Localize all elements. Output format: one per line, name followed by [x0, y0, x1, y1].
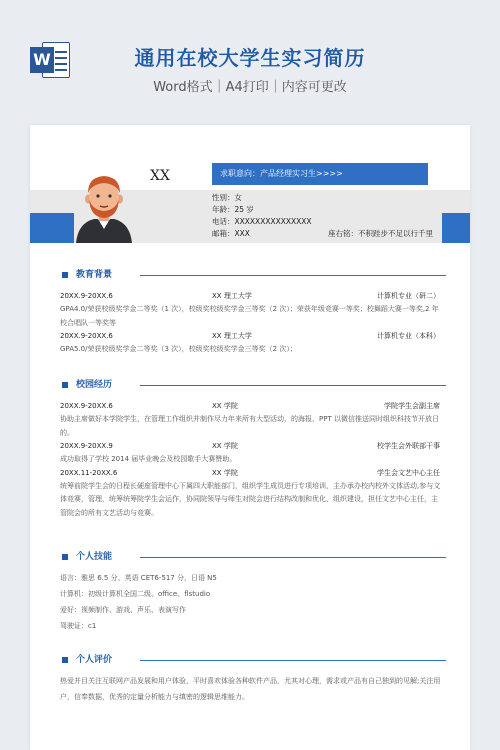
campus-section	[58, 378, 446, 520]
entry-role: 计算机专业（本科）	[377, 332, 440, 340]
skill-hobbies: 爱好：视频制作、游戏、声乐、表演写作	[60, 606, 186, 614]
entry-date: 20XX.9-20XX.6	[60, 292, 113, 300]
entry-org: XX 学院	[212, 402, 238, 410]
entry-role: 学生会文艺中心主任	[377, 468, 440, 477]
entry-role: 校学生会外联部干事	[377, 442, 440, 450]
section-bullet-icon	[62, 657, 68, 663]
info-motto: 座右铭：不积跬步不足以行千里	[328, 229, 433, 238]
section-bullet-icon	[62, 272, 68, 278]
section-header	[58, 268, 446, 282]
education-section	[58, 268, 446, 357]
section-header	[58, 653, 446, 667]
entry-description: 统筹前院学生会的日程长硬座管理中心下属四大职能部门，组织学生成员进行专项培训，主办承办校内校外文体活动,参与文体竞赛，管理，统筹统筹院学生会运作，协同院领导与师生对院会进行结构改制和优化，组织建设，担任文艺中心主任，主管院会的所有文艺活动与竞赛。	[60, 481, 441, 517]
campus-entry-1	[58, 400, 446, 413]
education-entry-2	[58, 330, 446, 343]
info-age: 年龄：25 岁	[212, 205, 254, 214]
resume-header	[30, 125, 470, 245]
entry-role: 计算机专业（研二）	[377, 292, 440, 300]
header-accent-left	[30, 213, 74, 243]
entry-date: 20XX.9-20XX.6	[60, 402, 113, 410]
entry-org: XX 学院	[212, 442, 238, 450]
section-divider	[140, 275, 446, 276]
entry-description: GPA4.0/荣获校级奖学金二等奖（1 次），校级奖校级奖学金三等奖（2 次）；荣获年级竞赛一等奖；校舞蹈大赛一等奖,2 年校合唱队一等奖等	[60, 305, 439, 327]
campus-entry-2	[58, 440, 446, 453]
evaluation-section	[58, 653, 446, 705]
entry-date: 20XX.9-20XX.9	[60, 442, 113, 450]
word-document-icon: W	[30, 40, 72, 80]
section-title: 个人评价	[76, 655, 113, 665]
entry-date: 20XX.11-20XX.6	[60, 468, 118, 477]
section-header	[58, 378, 446, 392]
candidate-name: XX	[150, 168, 170, 184]
section-divider	[140, 385, 446, 386]
entry-org: XX 学院	[212, 468, 238, 477]
section-title: 教育背景	[76, 270, 113, 280]
section-title: 校园经历	[76, 380, 113, 390]
entry-description: 协助主席做好本学院学生，在管理工作组织并制作尽力年来所有大型活动，的海报、PPT 以微信推送同时组织科技节开放日的。	[60, 415, 439, 437]
section-bullet-icon	[62, 554, 68, 560]
info-phone: 电话：XXXXXXXXXXXXXXX	[212, 217, 312, 226]
page-title: 通用在校大学生实习简历	[134, 46, 366, 70]
section-header	[58, 550, 446, 564]
entry-date: 20XX.9-20XX.6	[60, 332, 113, 340]
section-divider	[140, 557, 446, 558]
resume-page	[30, 125, 470, 750]
education-entry-1	[58, 290, 446, 303]
page-subtitle: Word格式｜A4打印｜内容可更改	[153, 80, 347, 95]
info-gender: 性别：女	[212, 193, 242, 202]
entry-description: GPA5.0/荣获校级奖学金二等奖（3 次），校级奖校级奖学金三等奖（2 次）；	[60, 345, 297, 353]
campus-entry-3	[58, 467, 446, 480]
info-email: 邮箱：XXX	[212, 229, 250, 238]
avatar	[72, 167, 136, 243]
entry-description: 成功取得了学校 2014 届毕业晚会及校园歌手大赛赞助。	[60, 455, 237, 463]
skill-license: 驾驶证：c1	[60, 622, 97, 630]
section-title: 个人技能	[76, 552, 113, 562]
entry-role: 学院学生会副主席	[384, 402, 440, 410]
section-bullet-icon	[62, 382, 68, 388]
skill-language: 语言：雅思 6.5 分、英语 CET6-517 分，日语 N5	[60, 574, 217, 582]
header-accent-right	[442, 213, 470, 243]
entry-org: XX 理工大学	[212, 292, 252, 300]
job-intent-banner: 求职意向：产品经理实习生>>>>	[212, 163, 428, 185]
skills-section	[58, 550, 446, 634]
entry-org: XX 理工大学	[212, 332, 252, 340]
evaluation-text: 热爱并目关注互联网产品发展和用户体验，平时喜欢体验各种软件产品，尤其对心理，需求或产品有自己独到的见解;关注用户，信奉数据，优秀的定量分析能力与缜密的逻辑思维能力。	[60, 677, 441, 701]
section-divider	[140, 660, 446, 661]
banner	[0, 0, 500, 112]
skill-computer: 计算机：初级计算机全国二级、office、flstudio	[60, 590, 211, 598]
